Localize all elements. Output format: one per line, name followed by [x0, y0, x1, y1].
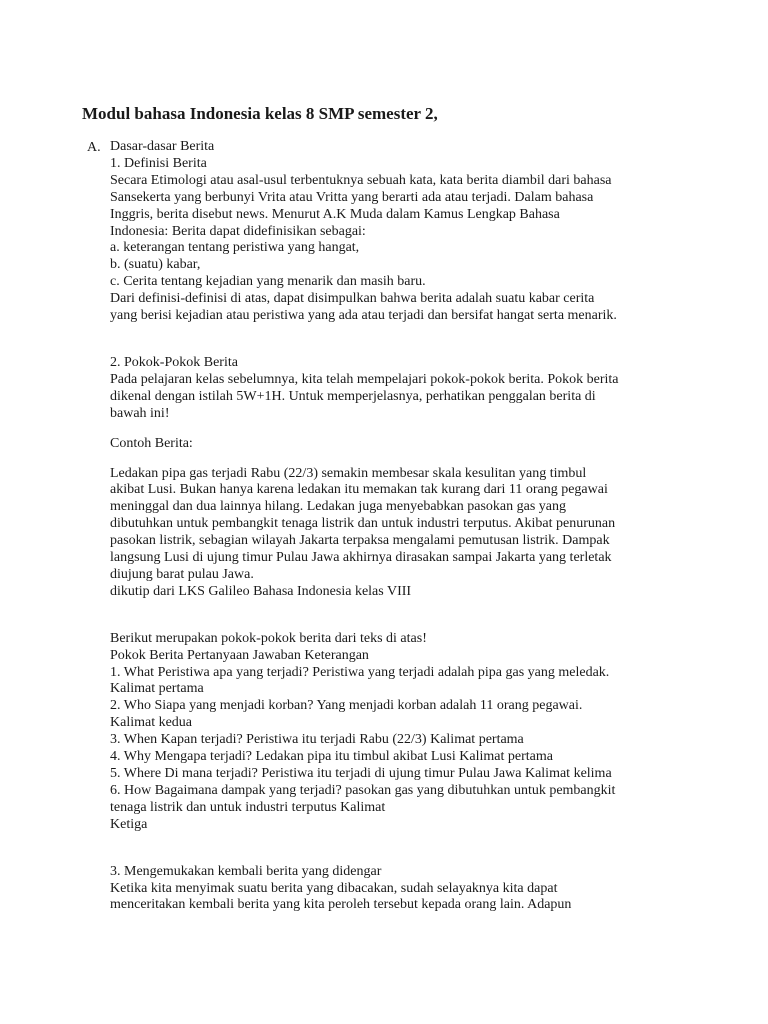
list-item: a. keterangan tentang peristiwa yang hangat,	[110, 240, 360, 256]
spacer	[110, 423, 690, 436]
document-title: Modul bahasa Indonesia kelas 8 SMP semester 2,	[82, 104, 438, 123]
paragraph-line: yang berisi kejadian atau peristiwa yang ada atau terjadi dan bersifat hangat serta menarik.	[110, 308, 617, 324]
example-line: diujung barat pulau Jawa.	[110, 566, 254, 582]
paragraph-line: bawah ini!	[110, 405, 170, 421]
spacer	[110, 453, 690, 466]
document-body	[110, 139, 690, 914]
example-line: akibat Lusi. Bukan hanya karena ledakan itu memakan tak kurang dari 11 orang pegawai	[110, 482, 608, 498]
example-line: Ledakan pipa gas terjadi Rabu (22/3) semakin membesar skala kesulitan yang timbul	[110, 465, 587, 481]
example-label: Contoh Berita:	[110, 435, 193, 451]
analysis-header: Pokok Berita Pertanyaan Jawaban Keterangan	[110, 647, 369, 663]
list-item: c. Cerita tentang kejadian yang menarik dan masih baru.	[110, 274, 426, 290]
paragraph-line: Secara Etimologi atau asal-usul terbentuknya sebuah kata, kata berita diambil dari bahasa	[110, 172, 612, 188]
analysis-item: tenaga listrik dan untuk industri terputus Kalimat	[110, 799, 386, 815]
part2-heading: 2. Pokok-Pokok Berita	[110, 354, 238, 370]
source-citation: dikutip dari LKS Galileo Bahasa Indonesia kelas VIII	[110, 583, 412, 599]
part1-heading: 1. Definisi Berita	[110, 155, 207, 171]
spacer	[110, 601, 690, 631]
analysis-intro: Berikut merupakan pokok-pokok berita dari teks di atas!	[110, 630, 427, 646]
paragraph-line: Dari definisi-definisi di atas, dapat disimpulkan bahwa berita adalah suatu kabar cerita	[110, 291, 595, 307]
spacer	[110, 325, 690, 355]
analysis-item: Kalimat kedua	[110, 715, 193, 731]
spacer	[110, 834, 690, 864]
paragraph-line: Indonesia: Berita dapat didefinisikan sebagai:	[110, 223, 366, 239]
analysis-item: 5. Where Di mana terjadi? Peristiwa itu terjadi di ujung timur Pulau Jawa Kalimat kelima	[110, 766, 612, 781]
example-line: pasokan listrik, sebagian wilayah Jakarta terpaksa mengalami pemutusan listrik. Dampak	[110, 533, 610, 549]
example-line: meninggal dan dua lainnya hilang. Ledakan juga menyebabkan pasokan gas yang	[110, 499, 567, 515]
paragraph-line: Sansekerta yang berbunyi Vrita atau Vritta yang berarti ada atau terjadi. Dalam bahasa	[110, 189, 594, 205]
analysis-item: 6. How Bagaimana dampak yang terjadi? pasokan gas yang dibutuhkan untuk pembangkit	[110, 782, 616, 798]
analysis-item: Kalimat pertama	[110, 681, 204, 697]
example-line: langsung Lusi di ujung timur Pulau Jawa akhirnya dirasakan sampai Jakarta yang terletak	[110, 550, 612, 566]
part3-heading: 3. Mengemukakan kembali berita yang didengar	[110, 863, 382, 879]
analysis-item: 1. What Peristiwa apa yang terjadi? Peristiwa yang terjadi adalah pipa gas yang meledak.	[110, 664, 610, 680]
paragraph-line: Pada pelajaran kelas sebelumnya, kita telah mempelajari pokok-pokok berita. Pokok berita	[110, 371, 619, 387]
analysis-item: 4. Why Mengapa terjadi? Ledakan pipa itu timbul akibat Lusi Kalimat pertama	[110, 749, 553, 765]
paragraph-line: Ketika kita menyimak suatu berita yang dibacakan, sudah selayaknya kita dapat	[110, 880, 558, 896]
section-heading: Dasar-dasar Berita	[110, 139, 215, 154]
paragraph-line: Inggris, berita disebut news. Menurut A.K Muda dalam Kamus Lengkap Bahasa	[110, 206, 560, 222]
example-line: dibutuhkan untuk pembangkit tenaga listrik dan untuk industri terputus. Akibat penurunan	[110, 516, 616, 532]
analysis-item: Ketiga	[110, 816, 148, 832]
section-letter: A.	[87, 140, 101, 155]
analysis-item: 2. Who Siapa yang menjadi korban? Yang menjadi korban adalah 11 orang pegawai.	[110, 698, 583, 714]
analysis-item: 3. When Kapan terjadi? Peristiwa itu terjadi Rabu (22/3) Kalimat pertama	[110, 732, 524, 748]
list-item: b. (suatu) kabar,	[110, 257, 201, 273]
paragraph-line: dikenal dengan istilah 5W+1H. Untuk memperjelasnya, perhatikan penggalan berita di	[110, 388, 596, 404]
paragraph-line: menceritakan kembali berita yang kita peroleh tersebut kepada orang lain. Adapun	[110, 897, 572, 913]
